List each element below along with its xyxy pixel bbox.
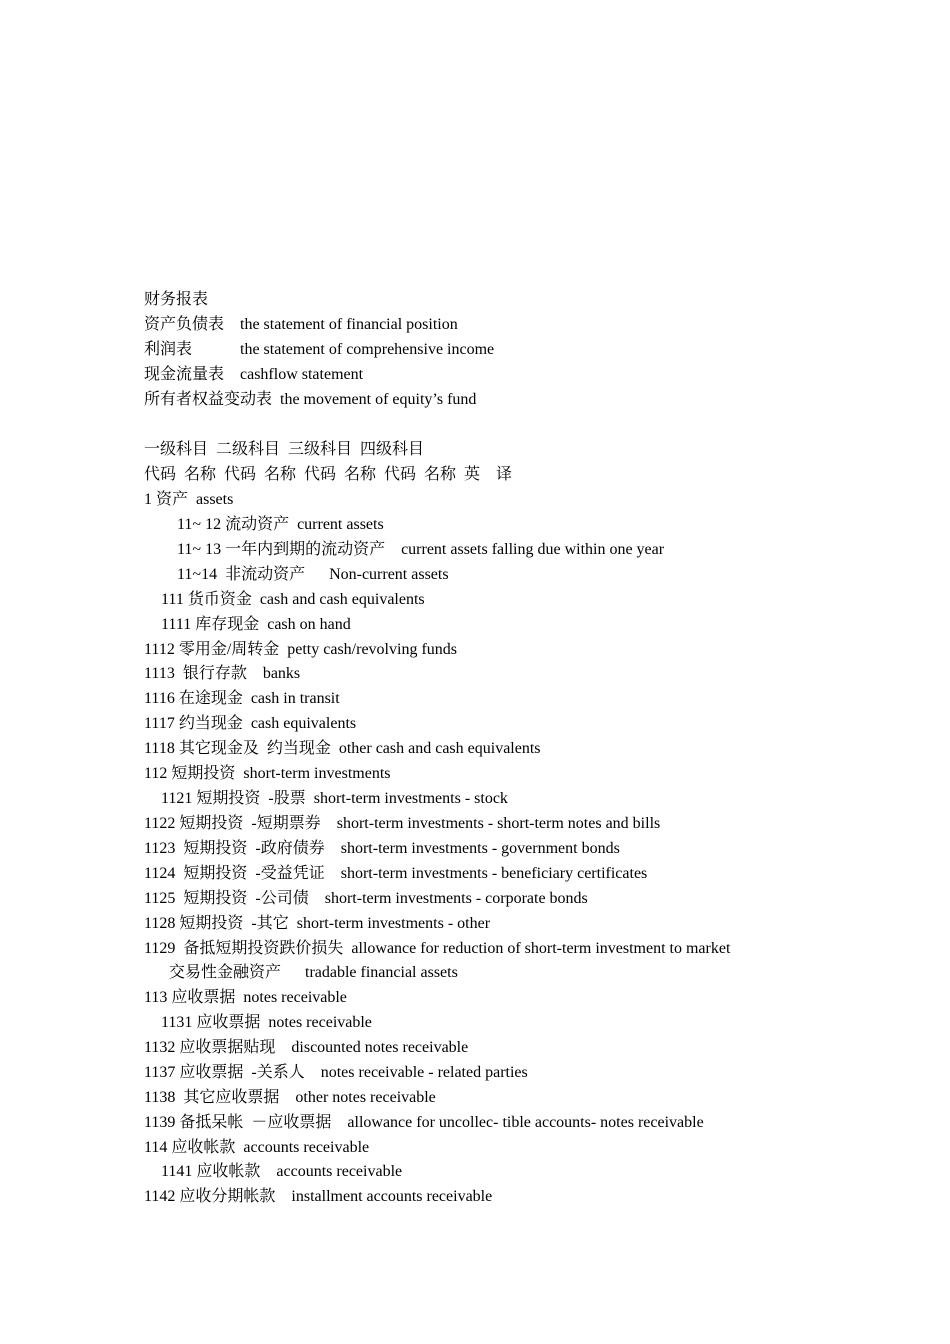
text-line: 资产负债表 the statement of financial position [144,316,458,333]
account-line: 1125 短期投资 -公司债 short-term investments - corporate bonds [144,890,588,907]
account-line: 1131 应收票据 notes receivable [161,1014,372,1031]
account-line: 1112 零用金/周转金 petty cash/revolving funds [144,641,458,658]
account-line: 1137 应收票据 -关系人 notes receivable - related parties [144,1064,528,1081]
account-line: 112 短期投资 short-term investments [144,765,391,782]
account-line: 1111 库存现金 cash on hand [161,616,351,633]
text-line: 现金流量表 cashflow statement [144,366,364,383]
account-line: 1142 应收分期帐款 installment accounts receivable [144,1188,493,1205]
account-line: 交易性金融资产 tradable financial assets [169,964,458,981]
account-line: 11~ 13 一年内到期的流动资产 current assets falling due within one year [177,541,665,558]
account-line: 111 货币资金 cash and cash equivalents [161,591,425,608]
account-line: 11~14 非流动资产 Non-current assets [177,566,449,583]
account-line: 1 资产 assets [144,491,234,508]
account-line: 1124 短期投资 -受益凭证 short-term investments - beneficiary certificates [144,865,648,882]
account-line: 1122 短期投资 -短期票券 short-term investments - short-term notes and bills [144,815,661,832]
account-line: 113 应收票据 notes receivable [144,989,347,1006]
account-line: 1118 其它现金及 约当现金 other cash and cash equivalents [144,740,541,757]
account-line: 1121 短期投资 -股票 short-term investments - stock [161,790,508,807]
account-line: 1141 应收帐款 accounts receivable [161,1163,403,1180]
account-line: 1129 备抵短期投资跌价损失 allowance for reduction of short-term investment to market [144,940,731,957]
column-header: 代码 名称 代码 名称 代码 名称 代码 名称 英 译 [144,466,513,483]
text-line: 所有者权益变动表 the movement of equity’s fund [144,391,477,408]
text-line: 利润表 the statement of comprehensive income [144,341,495,358]
account-line: 1132 应收票据贴现 discounted notes receivable [144,1039,469,1056]
account-line: 1138 其它应收票据 other notes receivable [144,1089,436,1106]
account-line: 1128 短期投资 -其它 short-term investments - other [144,915,491,932]
account-line: 1139 备抵呆帐 －应收票据 allowance for uncollec- tible accounts- notes receivable [144,1114,704,1131]
account-line: 1113 银行存款 banks [144,665,301,682]
account-level-header: 一级科目 二级科目 三级科目 四级科目 [144,441,425,458]
account-line: 114 应收帐款 accounts receivable [144,1139,370,1156]
account-line: 1117 约当现金 cash equivalents [144,715,357,732]
account-line: 11~ 12 流动资产 current assets [177,516,384,533]
account-line: 1116 在途现金 cash in transit [144,690,340,707]
account-line: 1123 短期投资 -政府债券 short-term investments - government bonds [144,840,620,857]
heading-financial-statements: 财务报表 [144,291,209,308]
